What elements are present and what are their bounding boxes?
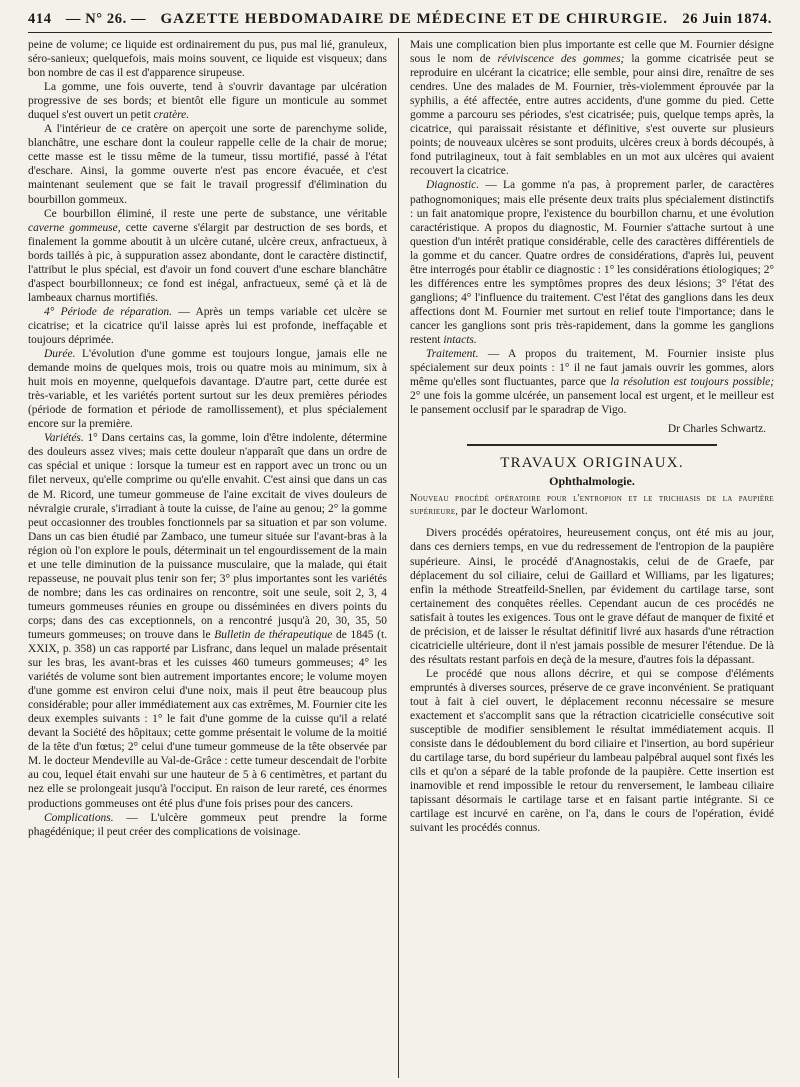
column-divider [398, 38, 399, 1078]
subheading: Variétés. [44, 432, 84, 445]
article-author: par le docteur Warlomont. [461, 505, 589, 518]
issue-date: 26 Juin 1874. [682, 10, 772, 27]
section-title: TRAVAUX ORIGINAUX. [500, 455, 684, 472]
subsection-title: Ophthalmologie. [549, 474, 635, 489]
paragraph: Ce bourbillon éliminé, il reste une perte de substance, une véritable caverne gommeuse, cette caverne s'élargit par destruction de ses bords, et finalement la gomme aboutit à un ulcère cutané, ulcère creux, anfractueux, à bords taillés à pic, à suppuration assez abondante, dont le caractère distinctif, l'attribut le plus spécial, est d'avoir un fond couvert d'une eschare blanchâtre d'aspect bourbillonneux; ce fond est inégal, anfractueux, semé çà et là de lambeaux charnus mortifiés. [28, 207, 387, 304]
article-title: Nouveau procédé opératoire pour l'entropion et le trichiasis de la paupière supérieure, par le docteur Warlomont. [410, 493, 774, 518]
right-column [410, 38, 774, 835]
paragraph: Diagnostic. — La gomme n'a pas, à proprement parler, de caractères pathognomoniques; mais elle présente deux traits plus spécialement distinctifs : un fait anatomique propre, l'existence du bourbillon charnu, et une évolution caractéristique. A propos du diagnostic, M. Fournier s'attache surtout à une question d'un intérêt pratique considérable, celle des caractères différentiels de la gomme et du cancer. Quatre ordres de considérations, d'après lui, peuvent être interrogés pour établir ce diagnostic : 1° les considérations étiologiques; 2° les différences entre les symptômes propres des deux lésions; 3° l'état des ganglions; 4° l'influence du traitement. C'est l'état des ganglions dans les deux affections dont M. Fournier met surtout en relief toute l'importance; dans le cancer les ganglions sont pris très-rapidement, dans la gomme les ganglions restent intacts. [410, 179, 774, 346]
paragraph: La gomme, une fois ouverte, tend à s'ouvrir davantage par ulcération progressive de ses bords; et bientôt elle figure un monticule au sommet duquel s'est ouvert un petit cratère. [28, 81, 387, 122]
subheading: Durée. [44, 348, 76, 361]
subheading: Diagnostic. [426, 179, 480, 192]
paragraph: Divers procédés opératoires, heureusement conçus, ont été mis au jour, dans ces derniers temps, en vue du redressement de l'entropion de la paupière supérieure. Ainsi, le procédé d'Anagnostakis, celui de de Graefe, par déplacement du sol ciliaire, celui de Gaillard et Williams, par les ligatures; enfin la méthode Streatfeild-Snellen, par évidement du cartilage tarse, sont certainement des conquêtes réelles. Cependant aucun de ces procédés ne satisfait à toutes les exigences. Tous ont le grave défaut de manquer de fixité et de précision, et de laisser le résultat définitif livré aux hasards d'une rétraction cicatricielle ultérieure, dont il n'est jamais possible de mesurer l'étendue. De là des résultats restant parfois en deçà de la mesure, d'autres fois la dépassant. [410, 527, 774, 666]
paragraph: Complications. — L'ulcère gommeux peut prendre la forme phagédénique; il peut créer des complications de voisinage. [28, 811, 387, 838]
paragraph: Variétés. 1° Dans certains cas, la gomme, loin d'être indolente, détermine des douleurs assez vives; mais cette douleur n'apparaît que dans un ordre de cas spécial et unique : lorsque la tumeur est en rapport avec un tronc ou un filet nerveux, qu'elle comprime ou qu'elle envahit. C'est ainsi que dans un cas de M. Ricord, une tumeur gommeuse de l'aine excitait de vives douleurs de névralgie crurale, s'irradiant à toute la cuisse, de l'aine au genou; 2° la gomme peut occasionner des troubles fonctionnels par sa situation et par son volume. Dans un cas bien étudié par Zambaco, une tumeur située sur l'avant-bras à la région où l'on explore le pouls, déterminait un tel engourdissement de la main et une telle diminution de la puissance musculaire, que la malade, qui était repasseuse, ne pouvait plus tenir son fer; 3° plus importantes sont les variétés de nombre; dans les cas ordinaires on rencontre, soit une seule, soit 2, 3, 4 tumeurs gommeuses réunies en groupe ou disséminées en divers points du corps; dans des cas exceptionnels, on a rencontré jusqu'à 20, 30, 35, 50 tumeurs gommeuses; on trouve dans le Bulletin de thérapeutique de 1845 (t. XXIX, p. 358) un cas rapporté par Lisfranc, dans lequel un malade présentait sur les bras, les avant-bras et les cuisses 460 tumeurs gommeuses; 4° les variétés de volume sont bien autrement importantes encore; le volume moyen d'une gomme est environ celui d'une noix, mais il peut être beaucoup plus considérable; pour aller immédiatement aux cas extrêmes, M. Fournier cite les deux exemples suivants : 1° le fait d'une gomme de la cuisse qu'il a relaté devant la Société des hôpitaux; cette gomme présentait le volume de la moitié de la tête d'un fœtus; 2° celui d'une tumeur gommeuse de la tête observée par M. le docteur Mendeville au Val-de-Grâce : cette tumeur descendait de l'orbite au cou, lequel était envahi sur une hauteur de 5 à 6 centimètres, et partant du nez elle se prolongeait jusqu'à l'occiput. En raison de leur rareté, ces énormes productions gommeuses ont été plus d'une fois prises pour des cancers. [28, 432, 388, 810]
paragraph: Durée. L'évolution d'une gomme est toujours longue, jamais elle ne demande moins de quelques mois, trois ou quatre mois au minimum, six à huit mois en moyenne, quelquefois davantage. D'autre part, cette durée est très-variable, et les variétés portent surtout sur les deux premières périodes (période de formation et période de ramollissement), et plus spécialement encore sur la première. [28, 348, 387, 431]
page-number: 414 [28, 10, 52, 27]
subheading: Traitement. [426, 348, 479, 361]
author-signature: Dr Charles Schwartz. [667, 423, 766, 436]
section-separator [467, 444, 717, 446]
paragraph: peine de volume; ce liquide est ordinairement du pus, pus mal lié, granuleux, séro-sanieux; quelquefois, mais moins souvent, ce liquide est visqueux; dans bon nombre de cas il est d'apparence sirupeuse. [28, 39, 387, 80]
issue-number: — N° 26. — [65, 10, 147, 27]
left-column [28, 38, 387, 839]
page-header [28, 6, 772, 33]
paragraph: 4° Période de réparation. — Après un temps variable cet ulcère se cicatrise; et la cicatrice qu'il laisse après lui est profonde, ineffaçable et toujours déprimée. [28, 305, 387, 346]
subheading: Complications. [44, 811, 114, 824]
paragraph: Le procédé que nous allons décrire, et qui se compose d'éléments empruntés à diverses sources, préserve de ce grave inconvénient. Se pratiquant tout à fait à ciel ouvert, le déplacement reconnu nécessaire se mesure exactement et s'accomplit sans que la rétraction cicatricielle consécutive soit susceptible de modifier sensiblement le résultat immédiatement acquis. Il consiste dans le dédoublement du bord ciliaire et l'insertion, au bord supérieur du cartilage tarse, du bord supérieur du lambeau palpébral auquel sont fixés les cils et qu'on a séparé de la table profonde de la paupière. Cette insertion est inamovible et rend impossible le retour du renversement, le lambeau ciliaire tapissant désormais le cartilage tarse et en faisant partie intégrante. Si ce cartilage est incurvé en carène, on l'a, dans le cours de l'opération, évidé suivant les procédés connus. [410, 667, 774, 835]
paragraph: A l'intérieur de ce cratère on aperçoit une sorte de parenchyme solide, blanchâtre, une eschare dont la couleur rappelle celle de la chair de morue; cette masse est le tissu même de la tumeur, tissu mortifié, passé à l'état d'eschare. Ainsi, la gomme ouverte n'est pas encore évacuée, et c'est maintenant seulement que se fait le travail progressif d'élimination du bourbillon gommeux. [28, 123, 387, 206]
paragraph: Mais une complication bien plus importante est celle que M. Fournier désigne sous le nom de réviviscence des gommes; la gomme cicatrisée peut se reproduire en ulcérant la cicatrice; elle semble, pour ainsi dire, renaître de ses cendres. Une des malades de M. Fournier, très-violemment éprouvée par la syphilis, a été affectée, entre autres accidents, d'une gomme du pied. Cette gomme a parcouru ses périodes, s'est cicatrisée; puis, quelque temps après, la cicatrice, qui paraissait résistante et définitive, s'est ouverte sur plusieurs points; de nouveaux ulcères se sont produits, ulcères creux à bords découpés, à fond putrilagineux, tout à fait semblables en un mot aux ulcères qui avaient recouvert la cicatrice. [410, 39, 774, 178]
subheading: 4° Période de réparation. [44, 305, 173, 318]
journal-title: GAZETTE HEBDOMADAIRE DE MÉDECINE ET DE CHIRURGIE. [160, 10, 669, 27]
paragraph: Traitement. — A propos du traitement, M. Fournier insiste plus spécialement sur deux points : 1° il ne faut jamais ouvrir les gommes, alors même qu'elles sont fluctuantes, parce que la résolution est toujours possible; 2° une fois la gomme ulcérée, un pansement local est urgent, et le meilleur est le pansement occlusif par le sparadrap de Vigo. [410, 348, 775, 417]
